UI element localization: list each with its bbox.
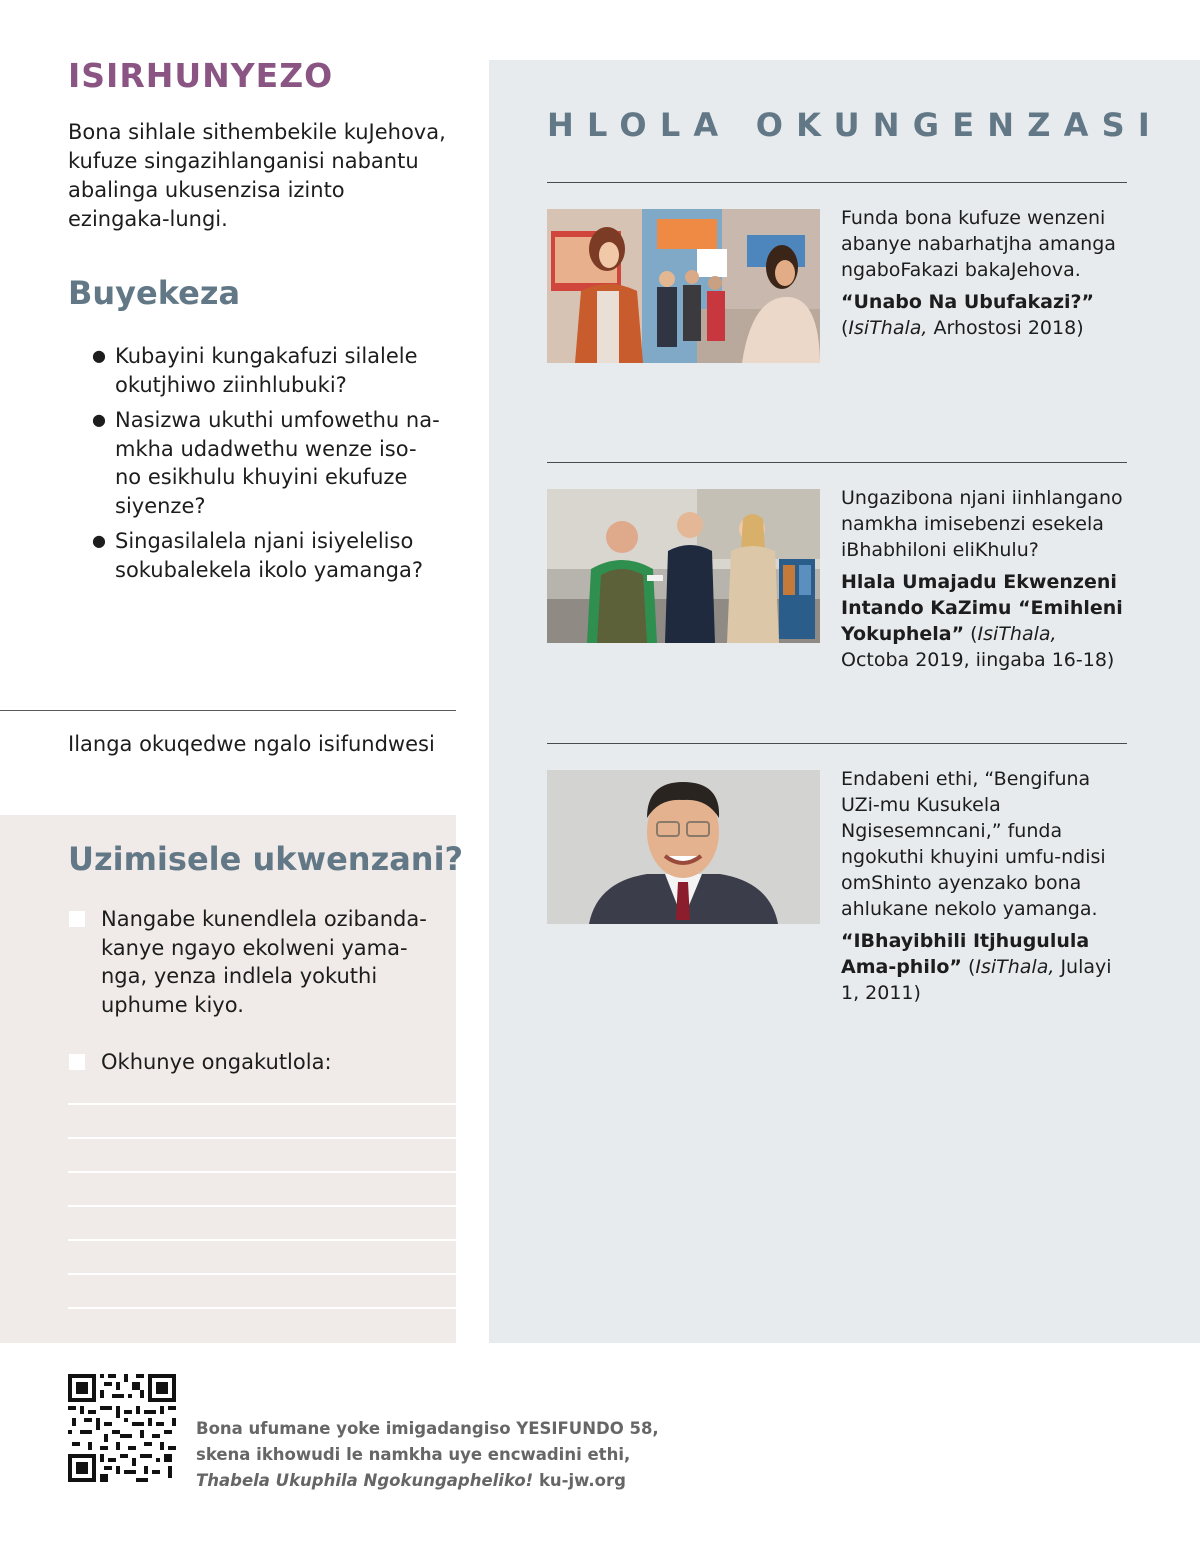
divider (0, 710, 456, 711)
research-description: Ungazibona njani iinhlangano namkha imisebenzi esekela iBhabhiloni eliKhulu? (841, 487, 1123, 561)
portrait-image (547, 770, 820, 924)
writing-line[interactable] (68, 1205, 456, 1207)
footer-line-2: skena ikhowudi le namkha uye encwadini ethi, (196, 1445, 631, 1464)
writing-line[interactable] (68, 1239, 456, 1241)
review-list (92, 342, 442, 591)
research-item (841, 766, 1123, 1006)
qr-code-icon[interactable] (68, 1374, 176, 1482)
writing-line[interactable] (68, 1273, 456, 1275)
bullet-icon: ● (92, 531, 106, 550)
review-question (92, 342, 442, 399)
review-question-text: Kubayini kungakafuzi silalele okutjhiwo ziinhlubuki? (115, 344, 418, 397)
summary-text: Bona sihlale sithembekile kuJehova, kufuze singazihlanganisi nabantu abalinga ukusenzisa izinto ezingaka-lungi. (68, 120, 446, 231)
street-screens-image (547, 209, 820, 363)
reference-pub-open: ( (964, 623, 978, 645)
review-question (92, 527, 442, 584)
other-checkbox[interactable] (69, 1054, 85, 1070)
reference-issue: Arhostosi 2018) (927, 317, 1084, 339)
reference-pub-open: ( (841, 317, 849, 339)
review-question-text: Nasizwa ukuthi umfowethu na-mkha udadwethu wenze iso-no esikhulu khuyini ekufuze siyenze? (115, 408, 440, 518)
footer-line-1: Bona ufumane yoke imigadangiso YESIFUNDO 58, (196, 1419, 659, 1438)
reference-pub-open: ( (961, 956, 976, 978)
divider (547, 743, 1127, 744)
writing-line[interactable] (68, 1307, 456, 1309)
goal-option-text: Okhunye ongakutlola: (101, 1050, 332, 1074)
research-description: Funda bona kufuze wenzeni abanye nabarhatjha amanga ngaboFakazi bakaJehova. (841, 207, 1116, 281)
research-reference (841, 569, 1123, 673)
reference-publication: IsiThala, (848, 317, 928, 339)
footer-text (196, 1416, 659, 1494)
review-question-text: Singasilalela njani isiyeleliso sokubalekela ikolo yamanga? (115, 529, 424, 582)
completion-date-label: Ilanga okuqedwe ngalo isifundwesi (68, 732, 435, 756)
summary-heading: ISIRHUNYEZO (68, 56, 334, 95)
footer-site[interactable]: ku-jw.org (533, 1471, 626, 1490)
footer-book-title[interactable]: Thabela Ukuphila Ngokungapheliko! (196, 1471, 534, 1490)
bullet-icon: ● (92, 346, 106, 365)
divider (547, 182, 1127, 183)
writing-line[interactable] (68, 1137, 456, 1139)
research-item (841, 485, 1123, 673)
review-question (92, 406, 442, 520)
research-item (841, 205, 1123, 341)
research-reference (841, 928, 1123, 1006)
research-description: Endabeni ethi, “Bengifuna UZi-mu Kusukela Ngisesemncani,” funda ngokuthi khuyini umfu-ndisi omShinto ayenzako bona ahlukane nekolo yamanga. (841, 768, 1106, 920)
research-reference (841, 289, 1123, 341)
reference-publication: IsiThala, (977, 623, 1057, 645)
street-witnessing-image (547, 489, 820, 643)
writing-line[interactable] (68, 1171, 456, 1173)
research-heading: HLOLA OKUNGENZASI (547, 106, 1163, 144)
reference-title[interactable]: “Unabo Na Ubufakazi?” (841, 291, 1095, 313)
divider (547, 462, 1127, 463)
writing-line[interactable] (68, 1103, 456, 1105)
reference-issue: Julayi 1, 2011) (841, 956, 1112, 1004)
review-heading: Buyekeza (68, 274, 241, 312)
goal-panel (0, 815, 456, 1343)
goal-option-text: Nangabe kunendlela ozibanda-kanye ngayo ekolweni yama-nga, yenza indlela yokuthi uphume kiyo. (101, 907, 427, 1017)
goal-checkbox[interactable] (69, 911, 85, 927)
reference-publication: IsiThala, (975, 956, 1055, 978)
reference-issue: Octoba 2019, iingaba 16-18) (841, 649, 1115, 671)
reference-title[interactable]: “IBhayibhili Itjhugulula Ama-philo” (841, 930, 1090, 978)
bullet-icon: ● (92, 410, 106, 429)
goal-heading: Uzimisele ukwenzani? (68, 840, 464, 878)
reference-title[interactable]: Hlala Umajadu Ekwenzeni Intando KaZimu “Emihleni Yokuphela” (841, 571, 1123, 645)
